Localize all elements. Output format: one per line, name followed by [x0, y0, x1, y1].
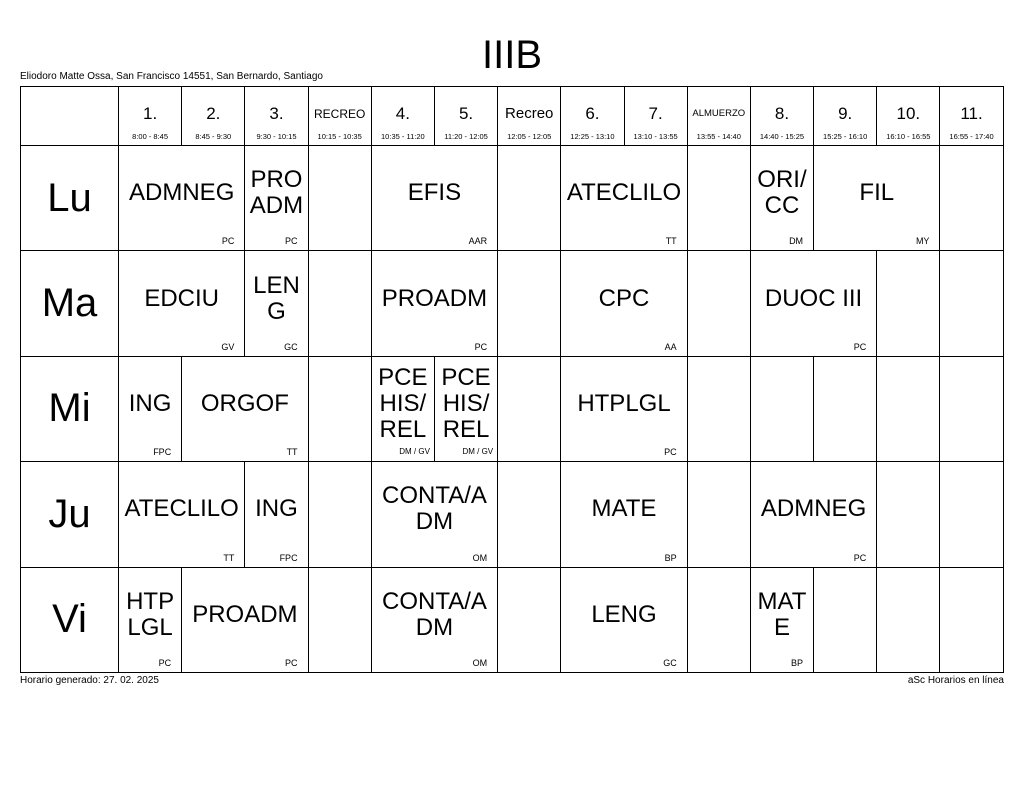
lesson-subject: MATE [591, 495, 657, 523]
lesson-teacher: FPC [153, 447, 172, 458]
period-label: 1. [143, 104, 158, 123]
lesson-subject: PROADM [192, 600, 298, 628]
period-header-7 [625, 87, 688, 146]
lesson-subject: HTPLGL [126, 587, 175, 641]
lesson-cell[interactable] [561, 146, 687, 251]
period-time: 13:10 - 13:55 [633, 132, 678, 141]
empty-cell [498, 146, 561, 251]
period-label: 10. [896, 104, 921, 123]
lesson-subject: PCEHIS/REL [441, 363, 491, 443]
timetable-title: IIIB [481, 33, 543, 77]
lesson-cell[interactable] [751, 251, 877, 356]
period-label: 2. [206, 104, 221, 123]
empty-cell [688, 462, 751, 567]
lesson-teacher: TT [223, 552, 235, 563]
period-header-2 [182, 87, 245, 146]
lesson-teacher: PC [664, 447, 677, 458]
lesson-cell[interactable] [119, 146, 245, 251]
lesson-cell[interactable] [182, 568, 308, 673]
empty-cell [940, 568, 1003, 673]
period-header-3 [245, 87, 308, 146]
lesson-subject: CONTA/ADM [381, 482, 487, 536]
lesson-teacher: PC [474, 341, 488, 352]
lesson-cell[interactable] [814, 146, 940, 251]
school-info: Eliodoro Matte Ossa, San Francisco 14551, San Bernardo, Santiago [20, 71, 323, 82]
lesson-subject: HTPLGL [577, 389, 671, 417]
lesson-cell[interactable] [751, 146, 814, 251]
lesson-cell[interactable] [435, 357, 498, 462]
empty-cell [688, 357, 751, 462]
lesson-teacher: MY [915, 236, 930, 247]
lesson-cell[interactable] [119, 462, 245, 567]
empty-cell [498, 251, 561, 356]
lesson-teacher: AA [664, 341, 677, 352]
day-label-friday: Vi [21, 568, 119, 673]
lesson-cell[interactable] [561, 462, 687, 567]
lesson-teacher: BP [664, 552, 677, 563]
period-time: 12:05 - 12:05 [507, 132, 552, 141]
period-label: 5. [458, 104, 474, 123]
period-time: 12:25 - 13:10 [570, 132, 615, 141]
lesson-cell[interactable] [372, 146, 498, 251]
lesson-subject: ATECLILO [124, 495, 239, 523]
empty-cell [309, 357, 372, 462]
lesson-teacher: AAR [468, 236, 488, 247]
lesson-cell[interactable] [372, 251, 498, 356]
lesson-cell[interactable] [245, 462, 308, 567]
lesson-teacher: OM [472, 552, 488, 563]
lesson-cell[interactable] [119, 357, 182, 462]
empty-cell [814, 568, 877, 673]
lesson-teacher: PC [853, 341, 867, 352]
lesson-teacher: TT [665, 236, 677, 247]
empty-cell [309, 251, 372, 356]
period-header-6 [561, 87, 624, 146]
period-label: 8. [774, 104, 790, 123]
period-header-8 [751, 87, 814, 146]
lesson-cell[interactable] [372, 568, 498, 673]
empty-cell [688, 146, 751, 251]
empty-cell [814, 357, 877, 462]
lesson-subject: FIL [859, 179, 895, 207]
lesson-subject: DUOC III [764, 284, 863, 312]
lesson-cell[interactable] [119, 251, 245, 356]
lesson-teacher: TT [286, 447, 298, 458]
empty-cell [877, 462, 940, 567]
empty-cell [309, 462, 372, 567]
period-time: 16:55 - 17:40 [949, 132, 994, 141]
period-time: 11:20 - 12:05 [444, 132, 488, 141]
empty-cell [940, 357, 1003, 462]
period-time: 13:55 - 14:40 [696, 132, 741, 141]
lesson-teacher: DM / GV [462, 447, 494, 457]
lesson-subject: ADMNEG [760, 495, 867, 523]
lesson-teacher: PC [285, 657, 298, 668]
period-time: 10:35 - 11:20 [381, 132, 425, 141]
lesson-cell[interactable] [372, 357, 435, 462]
period-header-almuerzo [688, 87, 751, 146]
empty-cell [751, 357, 814, 462]
empty-cell [309, 146, 372, 251]
lesson-subject: ORI/CC [757, 166, 807, 220]
period-header-1 [119, 87, 182, 146]
brand-credit: aSc Horarios en línea [907, 675, 1004, 686]
lesson-teacher: BP [791, 657, 804, 668]
lesson-teacher: FPC [279, 552, 298, 563]
lesson-subject: PROADM [381, 284, 488, 312]
period-time: 8:45 - 9:30 [195, 132, 232, 141]
generated-date: Horario generado: 27. 02. 2025 [20, 675, 159, 686]
lesson-cell[interactable] [119, 568, 182, 673]
timetable-grid [20, 86, 1004, 673]
empty-cell [498, 568, 561, 673]
lesson-teacher: PC [158, 657, 172, 668]
period-header-10 [877, 87, 940, 146]
period-header-9 [814, 87, 877, 146]
lesson-subject: CONTA/ADM [381, 587, 487, 641]
empty-cell [877, 357, 940, 462]
lesson-subject: ING [128, 389, 172, 417]
lesson-subject: PROADM [249, 166, 304, 220]
lesson-subject: EDCIU [144, 284, 220, 312]
lesson-cell[interactable] [751, 462, 877, 567]
period-label: 4. [395, 104, 410, 123]
period-label: 7. [648, 104, 663, 123]
period-time: 8:00 - 8:45 [132, 132, 169, 141]
period-label: RECREO [313, 107, 366, 121]
period-time: 9:30 - 10:15 [256, 132, 297, 141]
empty-cell [940, 251, 1003, 356]
empty-cell [940, 146, 1003, 251]
lesson-subject: PCEHIS/REL [378, 363, 428, 443]
period-header-recreo-2 [498, 87, 561, 146]
period-time: 16:10 - 16:55 [886, 132, 931, 141]
lesson-teacher: DM [789, 236, 804, 247]
lesson-teacher: PC [221, 236, 235, 247]
lesson-subject: ATECLILO [566, 179, 682, 207]
lesson-subject: MATE [757, 587, 807, 641]
lesson-cell[interactable] [561, 251, 687, 356]
day-label-wednesday: Mi [21, 357, 119, 462]
day-label-monday: Lu [21, 146, 119, 251]
lesson-cell[interactable] [245, 146, 308, 251]
lesson-subject: ADMNEG [129, 179, 235, 207]
period-time: 15:25 - 16:10 [823, 132, 868, 141]
lesson-cell[interactable] [245, 251, 308, 356]
lesson-subject: EFIS [407, 179, 462, 207]
period-label: 3. [269, 104, 284, 123]
day-label-thursday: Ju [21, 462, 119, 567]
period-header-11 [940, 87, 1003, 146]
lesson-cell[interactable] [372, 462, 498, 567]
corner-cell [21, 87, 119, 146]
lesson-teacher: DM / GV [399, 447, 430, 457]
empty-cell [688, 251, 751, 356]
empty-cell [309, 568, 372, 673]
lesson-cell[interactable] [751, 568, 814, 673]
empty-cell [498, 462, 561, 567]
day-label-tuesday: Ma [21, 251, 119, 356]
period-label: 6. [585, 104, 600, 123]
lesson-subject: ING [255, 495, 298, 523]
empty-cell [940, 462, 1003, 567]
lesson-subject: LENG [591, 600, 657, 628]
lesson-subject: ORGOF [200, 389, 289, 417]
lesson-cell[interactable] [182, 357, 308, 462]
lesson-cell[interactable] [561, 568, 687, 673]
lesson-teacher: GC [284, 341, 298, 352]
period-header-recreo [309, 87, 372, 146]
empty-cell [877, 251, 940, 356]
period-time: 14:40 - 15:25 [759, 132, 805, 141]
lesson-cell[interactable] [561, 357, 687, 462]
period-label: 11. [960, 104, 983, 123]
period-header-4 [372, 87, 435, 146]
period-time: 10:15 - 10:35 [317, 132, 362, 141]
empty-cell [688, 568, 751, 673]
period-header-5 [435, 87, 498, 146]
lesson-teacher: PC [853, 552, 867, 563]
empty-cell [877, 568, 940, 673]
period-label: 9. [838, 104, 853, 123]
lesson-teacher: GC [663, 657, 677, 668]
period-label: Recreo [505, 105, 554, 122]
lesson-subject: CPC [598, 284, 650, 312]
period-label: ALMUERZO [692, 108, 746, 119]
lesson-subject: LENG [253, 271, 300, 325]
lesson-teacher: PC [285, 236, 298, 247]
lesson-teacher: GV [221, 341, 235, 352]
empty-cell [498, 357, 561, 462]
lesson-teacher: OM [472, 657, 488, 668]
